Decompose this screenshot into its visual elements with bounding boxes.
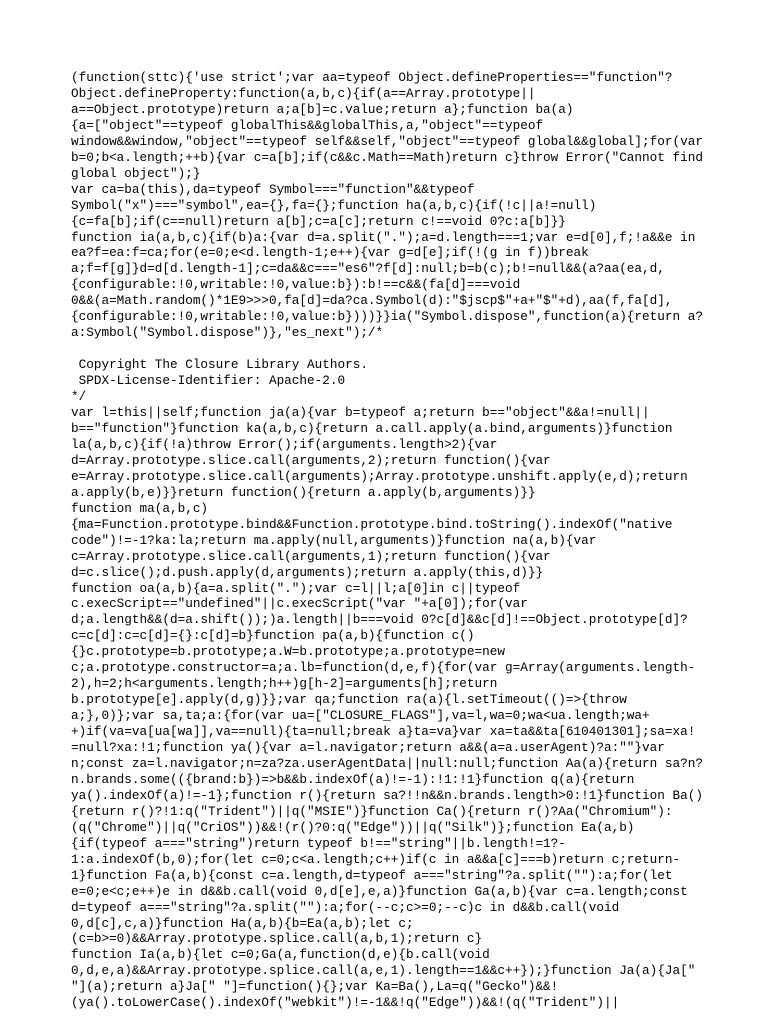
code-line: code")!=-1?ka:la;return ma.apply(null,arguments)}function na(a,b){var [71, 532, 597, 548]
code-line: n;const za=l.navigator;n=za?za.userAgentData||null:null;function Aa(a){return sa?n? [71, 755, 703, 771]
code-line: +)if(va=va[ua[wa]],va==null){ta=null;break a}ta=va}var xa=ta&&ta[610401301];sa=xa! [71, 724, 696, 740]
code-line: c;a.prototype.constructor=a;a.lb=function(d,e,f){for(var g=Array(arguments.length- [71, 660, 696, 676]
code-line: 1:a.indexOf(b,0);for(let c=0;c<a.length;c++)if(c in a&&a[c]===b)return c;return- [71, 851, 681, 867]
code-line: Copyright The Closure Library Authors. [71, 357, 368, 373]
code-line: ea?f=ea:f=ca;for(e=0;e<d.length-1;e++){var g=d[e];if(!(g in f))break [71, 245, 589, 261]
code-line: n.brands.some(({brand:b})=>b&&b.indexOf(a)!=-1):!1:!1}function q(a){return [71, 771, 635, 787]
code-line: e=0;e<c;e++)e in d&&b.call(void 0,d[e],e,a)}function Ga(a,b){var c=a.length;const [71, 883, 688, 899]
code-line: function ia(a,b,c){if(b)a:{var d=a.split(".");a=d.length===1;var e=d[0],f;!a&&e in [71, 229, 696, 245]
code-line: 2),h=2;h<arguments.length;h++)g[h-2]=arguments[h];return [71, 676, 498, 692]
code-line: 0,d[c],c,a)}function Ha(a,b){b=Ea(a,b);let c; [71, 915, 414, 931]
code-line: b.prototype[e].apply(d,g)}};var qa;function ra(a){l.setTimeout(()=>{throw [71, 692, 627, 708]
code-line: {if(typeof a==="string")return typeof b!=="string"||b.length!=1?- [71, 835, 566, 851]
code-line: var ca=ba(this),da=typeof Symbol==="function"&&typeof [71, 181, 475, 197]
code-line: la(a,b,c){if(!a)throw Error();if(arguments.length>2){var [71, 436, 498, 452]
code-line: b=="function"}function ka(a,b,c){return a.call.apply(a.bind,arguments)}function [71, 420, 673, 436]
code-line: b=0;b<a.length;++b){var c=a[b];if(c&&c.Math==Math)return c}throw Error("Cannot find [71, 149, 703, 165]
code-line: var l=this||self;function ja(a){var b=typeof a;return b=="object"&&a!=null|| [71, 405, 650, 421]
code-line: {a=["object"==typeof globalThis&&globalThis,a,"object"==typeof [71, 117, 544, 133]
code-line: =null?xa:!1;function ya(){var a=l.navigator;return a&&(a=a.userAgent)?a:""}var [71, 740, 665, 756]
code-line: {c=fa[b];if(c==null)return a[b];c=a[c];return c!==void 0?c:a[b]}} [71, 213, 566, 229]
code-line: window&&window,"object"==typeof self&&self,"object"==typeof global&&global];for(var [71, 133, 703, 149]
code-line: */ [71, 389, 87, 405]
code-line: function oa(a,b){a=a.split(".");var c=l||l;a[0]in c||typeof [71, 580, 521, 596]
code-line: a;f=f[g]}d=d[d.length-1];c=da&&c==="es6"?f[d]:null;b=b(c);b!=null&&(a?aa(ea,d, [71, 261, 665, 277]
code-line: 1}function Fa(a,b){const c=a.length,d=typeof a==="string"?a.split(""):a;for(let [71, 867, 673, 883]
code-line: ya().indexOf(a)!=-1};function r(){return sa?!!n&&n.brands.length>0:!1}function Ba() [71, 787, 703, 803]
code-line: (c=b>=0)&&Array.prototype.splice.call(a,b,1);return c} [71, 931, 483, 947]
code-line: Object.defineProperty:function(a,b,c){if(a==Array.prototype|| [71, 85, 536, 101]
code-line: global object");} [71, 165, 201, 181]
code-line: e=Array.prototype.slice.call(arguments);Array.prototype.unshift.apply(e,d);return [71, 468, 688, 484]
code-line: {configurable:!0,writable:!0,value:b}):b!==c&&(fa[d]===void [71, 277, 521, 293]
code-line: d=c.slice();d.push.apply(d,arguments);return a.apply(this,d)}} [71, 564, 544, 580]
code-line: a==Object.prototype)return a;a[b]=c.value;return a};function ba(a) [71, 101, 574, 117]
code-line: function ma(a,b,c) [71, 500, 209, 516]
code-line: (function(sttc){'use strict';var aa=typeof Object.defineProperties=="function"? [71, 70, 673, 85]
code-line: d=typeof a==="string"?a.split(""):a;for(--c;c>=0;--c)c in d&&b.call(void [71, 899, 620, 915]
code-line: 0,d,e,a)&&Array.prototype.splice.call(a,e,1).length==1&&c++});}function Ja(a){Ja[" [71, 963, 696, 979]
code-line: function Ia(a,b){let c=0;Ga(a,function(d,e){b.call(void [71, 947, 490, 963]
code-line: a.apply(b,e)}}return function(){return a.apply(b,arguments)}} [71, 484, 536, 500]
code-line: {ma=Function.prototype.bind&&Function.prototype.bind.toString().indexOf("native [71, 516, 673, 532]
code-line: Symbol("x")==="symbol",ea={},fa={};function ha(a,b,c){if(!c||a!=null) [71, 197, 597, 213]
code-line: a:Symbol("Symbol.dispose")},"es_next");/* [71, 325, 384, 341]
code-line: (q("Chrome")||q("CriOS"))&&!(r()?0:q("Edge"))||q("Silk")};function Ea(a,b) [71, 819, 635, 835]
code-line: 0&&(a=Math.random()*1E9>>>0,fa[d]=da?ca.Symbol(d):"$jscp$"+a+"$"+d),aa(f,fa[d], [71, 293, 673, 309]
code-line: {return r()?!1:q("Trident")||q("MSIE")}function Ca(){return r()?Aa("Chromium"): [71, 803, 673, 819]
code-line: {configurable:!0,writable:!0,value:b})))}}ia("Symbol.dispose",function(a){return a? [71, 309, 703, 325]
code-line: a;},0)};var sa,ta;a:{for(var ua=["CLOSURE_FLAGS"],va=l,wa=0;wa<ua.length;wa+ [71, 708, 650, 724]
source-code-text [71, 70, 768, 1011]
code-line: c=c[d]:c=c[d]={}:c[d]=b}function pa(a,b){function c() [71, 628, 475, 644]
code-line: d=Array.prototype.slice.call(arguments,2);return function(){var [71, 452, 551, 468]
code-line: c=Array.prototype.slice.call(arguments,1);return function(){var [71, 548, 551, 564]
code-line: "](a);return a}Ja[" "]=function(){};var Ka=Ba(),La=q("Gecko")&&! [71, 979, 559, 995]
code-line: SPDX-License-Identifier: Apache-2.0 [71, 373, 346, 389]
code-line: d;a.length&&(d=a.shift());)a.length||b===void 0?c[d]&&c[d]!==Object.prototype[d]? [71, 612, 688, 628]
code-line: (ya().toLowerCase().indexOf("webkit")!=-1&&!q("Edge"))&&!(q("Trident")|| [71, 995, 620, 1011]
code-line: {}c.prototype=b.prototype;a.W=b.prototype;a.prototype=new [71, 644, 505, 660]
code-line: c.execScript=="undefined"||c.execScript("var "+a[0]);for(var [71, 596, 528, 612]
